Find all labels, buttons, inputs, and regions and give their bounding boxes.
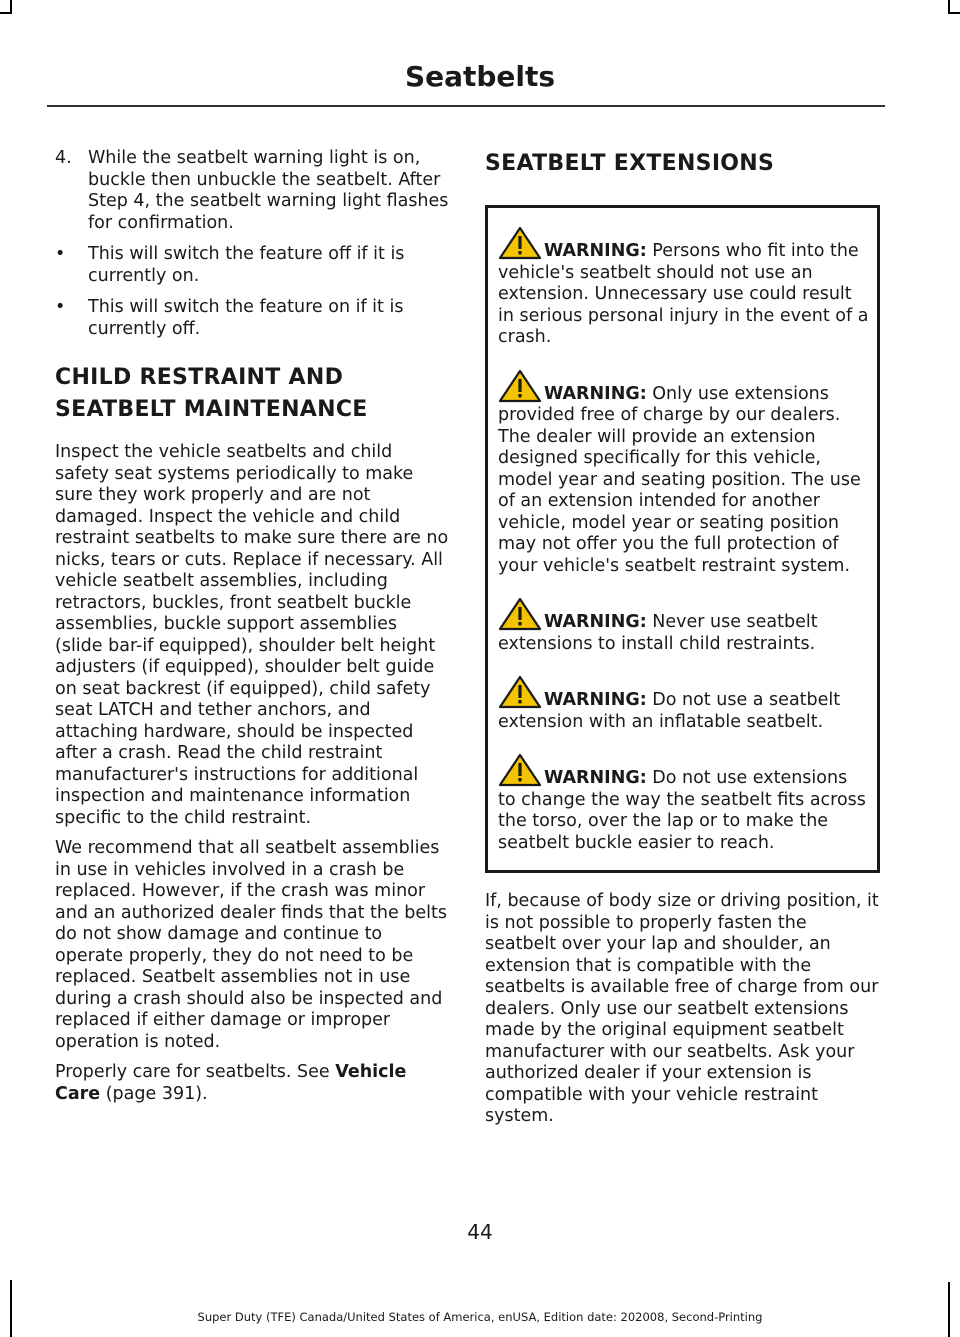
warning-box bbox=[485, 205, 880, 873]
warning-triangle-icon bbox=[498, 753, 542, 787]
page-number: 44 bbox=[467, 1220, 493, 1244]
section-heading: SEATBELT EXTENSIONS bbox=[485, 151, 775, 176]
bullet-item bbox=[55, 297, 450, 340]
warning-label: WARNING: bbox=[544, 383, 647, 404]
warning-label: WARNING: bbox=[544, 768, 647, 788]
reference-suffix: (page 391). bbox=[100, 1083, 208, 1104]
step-text: While the seatbelt warning light is on, buckle then unbuckle the seatbelt. After Step 4, the seatbelt warning light flashes for confirmation. bbox=[88, 148, 449, 233]
section-heading-line: CHILD RESTRAINT AND bbox=[55, 365, 344, 390]
bullet-item bbox=[55, 244, 450, 287]
warning-item bbox=[498, 597, 869, 655]
left-column bbox=[55, 148, 450, 1114]
step-number: 4. bbox=[55, 148, 72, 168]
section-heading-line: SEATBELT MAINTENANCE bbox=[55, 397, 368, 422]
body-paragraph: If, because of body size or driving position, it is not possible to properly fasten the seatbelt over your lap and shoulder, an extension that is compatible with the seatbelts is available free of charge from our dealers. Only use our seatbelt extensions made by the original equipment seatbelt manufacturer with our seatbelts. Ask your authorized dealer if your extension is compatible with your vehicle restraint system. bbox=[485, 891, 879, 1126]
warning-triangle-icon bbox=[498, 369, 542, 403]
warning-text: Do not use a seatbelt extension with an inflatable seatbelt. bbox=[498, 690, 841, 732]
warning-text: Only use extensions provided free of charge by our dealers. The dealer will provide an extension designed specifically for this vehicle, model year and seating position. The use of an extension intended for another vehicle, model year or seating position may not offer you the full protection of your vehicle's seatbelt restraint system. bbox=[498, 383, 861, 576]
title-divider bbox=[47, 105, 885, 107]
right-column bbox=[485, 148, 880, 1137]
crop-mark bbox=[10, 1280, 12, 1282]
reference-prefix: Properly care for seatbelts. See bbox=[55, 1062, 336, 1082]
warning-text: Do not use extensions to change the way the seatbelt fits across the torso, over the lap or to make the seatbelt buckle easier to reach. bbox=[498, 768, 866, 853]
bullet-text: This will switch the feature on if it is currently off. bbox=[88, 297, 404, 339]
warning-item bbox=[498, 675, 869, 733]
body-paragraph: Inspect the vehicle seatbelts and child safety seat systems periodically to make sure they work properly and are not damaged. Inspect the vehicle and child restraint seatbelts to make sure there are no nicks, tears or cuts. Replace if necessary. All vehicle seatbelt assemblies, including retractors, buckles, front seatbelt buckle assemblies, buckle support assemblies (slide bar-if equipped), shoulder belt height adjusters (if equipped), shoulder belt guide on seat backrest (if equipped), child safety seat LATCH and tether anchors, and attaching hardware, should be inspected after a crash. Read the child restraint manufacturer's instructions for additional inspection and maintenance information specific to the child restraint. bbox=[55, 442, 449, 828]
warning-text: Never use seatbelt extensions to install child restraints. bbox=[498, 612, 818, 654]
warning-triangle-icon bbox=[498, 675, 542, 709]
warning-text: Persons who fit into the vehicle's seatbelt should not use an extension. Unnecessary use could result in serious personal injury in the event of a crash. bbox=[498, 241, 869, 347]
crop-mark bbox=[0, 12, 12, 14]
warning-label: WARNING: bbox=[544, 612, 647, 632]
warning-item bbox=[498, 753, 869, 854]
warning-item bbox=[498, 226, 869, 349]
warning-item bbox=[498, 369, 869, 578]
crop-mark bbox=[948, 12, 960, 14]
footer-text: Super Duty (TFE) Canada/United States of America, enUSA, Edition date: 202008, Second-Printing bbox=[197, 1310, 763, 1324]
warning-triangle-icon bbox=[498, 597, 542, 631]
warning-label: WARNING: bbox=[544, 690, 647, 710]
crop-mark bbox=[948, 0, 950, 12]
body-paragraph bbox=[55, 1062, 450, 1105]
bullet-symbol: • bbox=[55, 297, 66, 317]
bullet-symbol: • bbox=[55, 244, 66, 264]
warning-triangle-icon bbox=[498, 226, 542, 260]
warning-label: WARNING: bbox=[544, 241, 647, 261]
bullet-text: This will switch the feature off if it is currently on. bbox=[88, 244, 405, 286]
step-item bbox=[55, 148, 450, 234]
crop-mark bbox=[10, 0, 12, 12]
body-paragraph: We recommend that all seatbelt assemblies in use in vehicles involved in a crash be replaced. However, if the crash was minor and an authorized dealer finds that the belts do not show damage and continue to operate properly, they do not need to be replaced. Seatbelt assemblies not in use during a crash should also be inspected and replaced if either damage or improper operation is noted. bbox=[55, 838, 448, 1052]
vehicle-care-link[interactable]: Vehicle Care bbox=[55, 1062, 407, 1104]
page-title: Seatbelts bbox=[404, 60, 556, 93]
